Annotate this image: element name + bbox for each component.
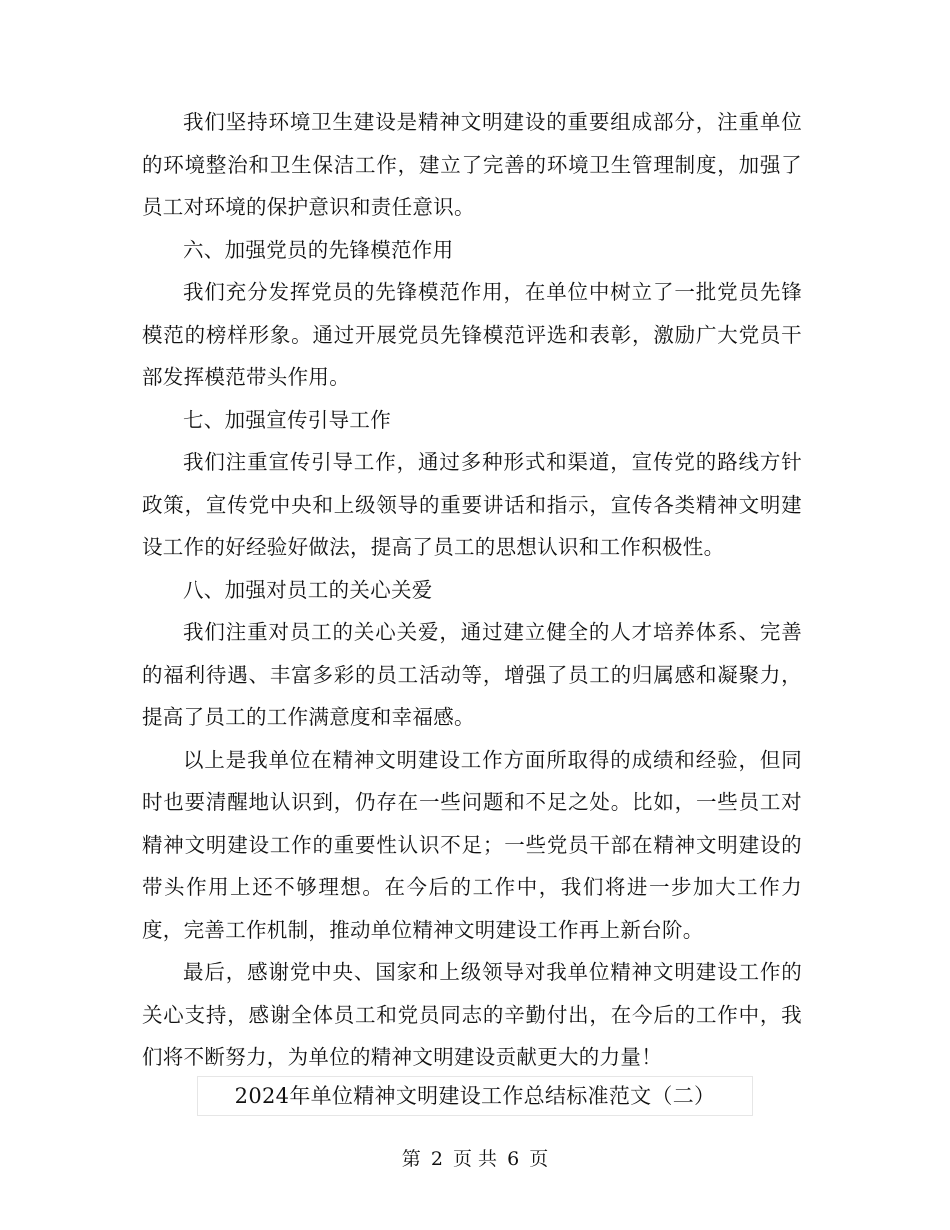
- page-footer: [0, 1146, 950, 1172]
- current-page-number: 2: [430, 1148, 443, 1170]
- paragraph-closing: 最后，感谢党中央、国家和上级领导对我单位精神文明建设工作的关心支持，感谢全体员工和党员同志的辛勤付出，在今后的工作中，我们将不断努力，为单位的精神文明建设贡献更大的力量！: [142, 960, 802, 1069]
- paragraph-summary: 以上是我单位在精神文明建设工作方面所取得的成绩和经验，但同时也要清醒地认识到，仍存在一些问题和不足之处。比如，一些员工对精神文明建设工作的重要性认识不足；一些党员干部在精神文明建设的带头作用上还不够理想。在今后的工作中，我们将进一步加大工作力度，完善工作机制，推动单位精神文明建设工作再上新台阶。: [142, 747, 802, 942]
- footer-prefix: 第: [401, 1148, 421, 1170]
- footer-middle: 页 共: [452, 1148, 498, 1170]
- paragraph-environment: 我们坚持环境卫生建设是精神文明建设的重要组成部分，注重单位的环境整治和卫生保洁工作，建立了完善的环境卫生管理制度，加强了员工对环境的保护意识和责任意识。: [142, 110, 802, 219]
- section-title: 2024年单位精神文明建设工作总结标准范文（二）: [197, 1076, 753, 1116]
- total-page-count: 6: [507, 1148, 520, 1170]
- heading-publicity: 七、加强宣传引导工作: [183, 407, 391, 432]
- heading-party-members: 六、加强党员的先锋模范作用: [183, 237, 454, 262]
- paragraph-publicity: 我们注重宣传引导工作，通过多种形式和渠道，宣传党的路线方针政策，宣传党中央和上级领导的重要讲话和指示，宣传各类精神文明建设工作的好经验好做法，提高了员工的思想认识和工作积极性。: [142, 450, 802, 559]
- paragraph-employee-care: 我们注重对员工的关心关爱，通过建立健全的人才培养体系、完善的福利待遇、丰富多彩的员工活动等，增强了员工的归属感和凝聚力，提高了员工的工作满意度和幸福感。: [142, 620, 802, 729]
- footer-suffix: 页: [529, 1148, 549, 1170]
- document-body: [142, 101, 802, 1079]
- paragraph-party-members: 我们充分发挥党员的先锋模范作用，在单位中树立了一批党员先锋模范的榜样形象。通过开展党员先锋模范评选和表彰，激励广大党员干部发挥模范带头作用。: [142, 280, 802, 389]
- heading-employee-care: 八、加强对员工的关心关爱: [183, 577, 433, 602]
